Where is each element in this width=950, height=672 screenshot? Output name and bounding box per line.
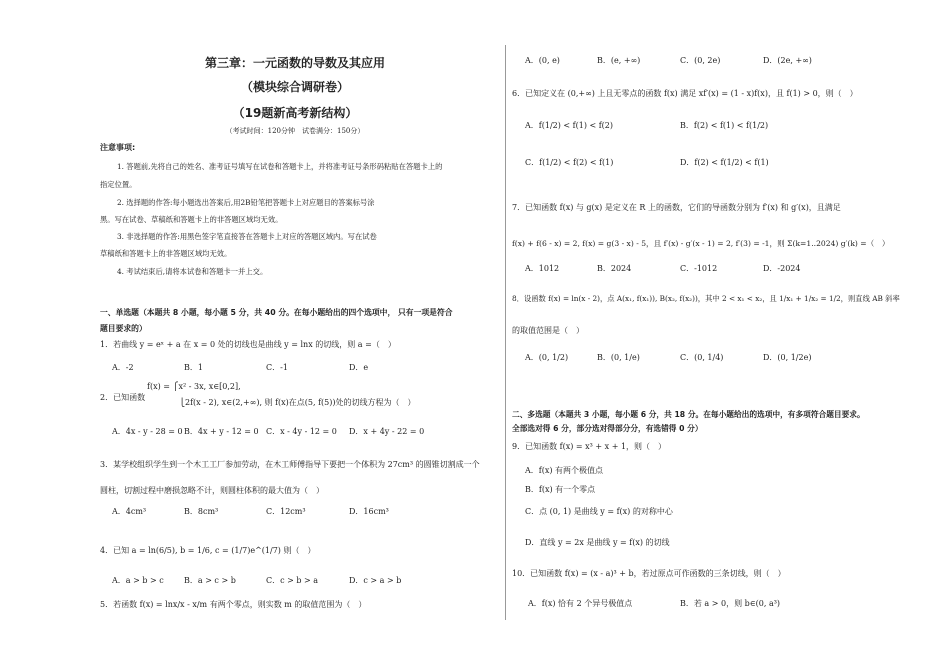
page-subtitle: （模块综合调研卷） [240,80,349,94]
question-1: 1．若曲线 y = eˣ + a 在 x = 0 处的切线也是曲线 y = lnx 的切线，则 a =（ ） [100,340,396,349]
option-d: D．16cm³ [349,507,389,516]
question-8: 的取值范围是（ ） [512,326,584,335]
question-4: 4．已知 a = ln(6/5), b = 1/6, c = (1/7)e^(1/7) 则（ ） [100,546,316,555]
option-c: C．x - 4y - 12 = 0 [266,427,337,436]
option-c: C．f(1/2) < f(2) < f(1) [525,158,614,167]
option-a: A．-2 [112,363,134,372]
option-c: C．(0, 1/4) [680,353,724,362]
option-d: D．c > a > b [349,576,402,585]
option-c: C．-1 [266,363,288,372]
option-c: C．12cm³ [266,507,306,516]
option-a: A．(0, 1/2) [525,353,569,362]
option-a: A．f(x) 恰有 2 个异号极值点 [528,599,633,608]
exam-info: （考试时间：120分钟 试卷满分：150分） [225,127,365,135]
option-d: D．(0, 1/2e) [763,353,812,362]
question-7: 7．已知函数 f(x) 与 g(x) 是定义在 R 上的函数，它们的导函数分别为 f′(x) 和 g′(x)，且满足 [512,203,841,212]
note-text: 指定位置。 [100,180,137,189]
note-text: 草稿纸和答题卡上的非答题区域均无效。 [100,249,232,258]
option-d: D．-2024 [763,264,801,273]
question-2-formula: ⎩2f(x - 2), x∈(2,+∞), 则 f(x)在点(5, f(5))处的切线方程为（ ） [179,398,416,407]
section-heading: 一、单选题（本题共 8 小题，每小题 5 分，共 40 分。在每小题给出的四个选项中， 只有一项是符合 [100,308,453,317]
question-8: 8．设函数 f(x) = ln(x - 2)，点 A(x₁, f(x₁)), B(x₂, f(x₂))，其中 2 < x₁ < x₂，且 1/x₁ + 1/x₂ = 1/2，则直线 AB 斜率 [512,294,900,303]
question-2-formula: f(x) = ⎧x² - 3x, x∈[0,2], [147,382,241,391]
question-2: 2．已知函数 [100,393,146,402]
question-5: 5．若函数 f(x) = lnx/x - x/m 有两个零点，则实数 m 的取值范围为（ ） [100,600,367,609]
note-text: 1. 答题前,先将自己的姓名、准考证号填写在试卷和答题卡上，并将准考证号条形码粘贴在答题卡上的 [117,162,443,171]
note-text: 4. 考试结束后,请将本试卷和答题卡一并上交。 [117,267,268,276]
option-b: B．4x + y - 12 = 0 [184,427,259,436]
page-title: 第三章：一元函数的导数及其应用 [204,56,385,70]
option-a: A．(0, e) [525,56,560,65]
option-b: B．f(x) 有一个零点 [525,485,596,494]
section-heading: 全部选对得 6 分，部分选对得部分分，有选错得 0 分） [512,424,703,433]
note-text: 黑。写在试卷、草稿纸和答题卡上的非答题区域均无效。 [100,215,283,224]
option-d: D．x + 4y - 22 = 0 [349,427,425,436]
option-d: D．f(2) < f(1/2) < f(1) [680,158,769,167]
note-text: 3. 非选择题的作答:用黑色签字笔直接答在答题卡上对应的答题区域内。写在试卷 [117,232,377,241]
option-b: B．(0, 1/e) [597,353,640,362]
question-3: 3．某学校组织学生到一个木工工厂参加劳动，在木工师傅指导下要把一个体积为 27cm³ 的圆锥切割成一个 [100,460,480,469]
section-heading: 题目要求的） [100,324,147,333]
option-d: D．直线 y = 2x 是曲线 y = f(x) 的切线 [525,538,670,547]
option-a: A．f(1/2) < f(1) < f(2) [525,121,614,130]
option-b: B．f(2) < f(1) < f(1/2) [680,121,769,130]
question-6: 6．已知定义在 (0,+∞) 上且无零点的函数 f(x) 满足 xf′(x) = (1 - x)f(x)，且 f(1) > 0，则（ ） [512,89,858,98]
option-b: B．a > c > b [184,576,236,585]
option-b: B．8cm³ [184,507,219,516]
question-7-formula: f(x) + f(6 - x) = 2, f(x) = g(3 - x) - 5，且 f′(x) - g′(x - 1) = 2, f′(3) = -1，则 Σ(k=1..2024) g′(k) =（ ） [512,239,890,248]
option-d: D．(2e, +∞) [763,56,812,65]
option-a: A．a > b > c [112,576,164,585]
option-b: B．若 a > 0，则 b∈(0, a³) [680,599,781,608]
question-3: 圆柱，切割过程中磨损忽略不计，则圆柱体积的最大值为（ ） [100,486,324,495]
note-text: 2. 选择题的作答:每小题选出答案后,用2B铅笔把答题卡上对应题目的答案标号涂 [117,198,375,207]
section-heading: 二、多选题（本题共 3 小题，每小题 6 分，共 18 分。在每小题给出的选项中，有多项符合题目要求。 [512,410,865,419]
page-subtitle: （19题新高考新结构） [232,106,358,120]
option-b: B．1 [184,363,203,372]
option-c: C．c > b > a [266,576,319,585]
question-9: 9．已知函数 f(x) = x³ + x + 1，则（ ） [512,442,667,451]
option-a: A．4x - y - 28 = 0 [112,427,183,436]
option-a: A．4cm³ [112,507,147,516]
notes-heading: 注意事项: [100,143,136,152]
question-10: 10．已知函数 f(x) = (x - a)³ + b，若过原点可作函数的三条切线，则（ ） [512,569,786,578]
option-a: A．1012 [525,264,560,273]
option-a: A．f(x) 有两个极值点 [525,466,604,475]
option-c: C．-1012 [680,264,718,273]
option-d: D．e [349,363,369,372]
option-c: C．(0, 2e) [680,56,721,65]
option-c: C．点 (0, 1) 是曲线 y = f(x) 的对称中心 [525,507,673,516]
option-b: B．(e, +∞) [597,56,641,65]
option-b: B．2024 [597,264,632,273]
